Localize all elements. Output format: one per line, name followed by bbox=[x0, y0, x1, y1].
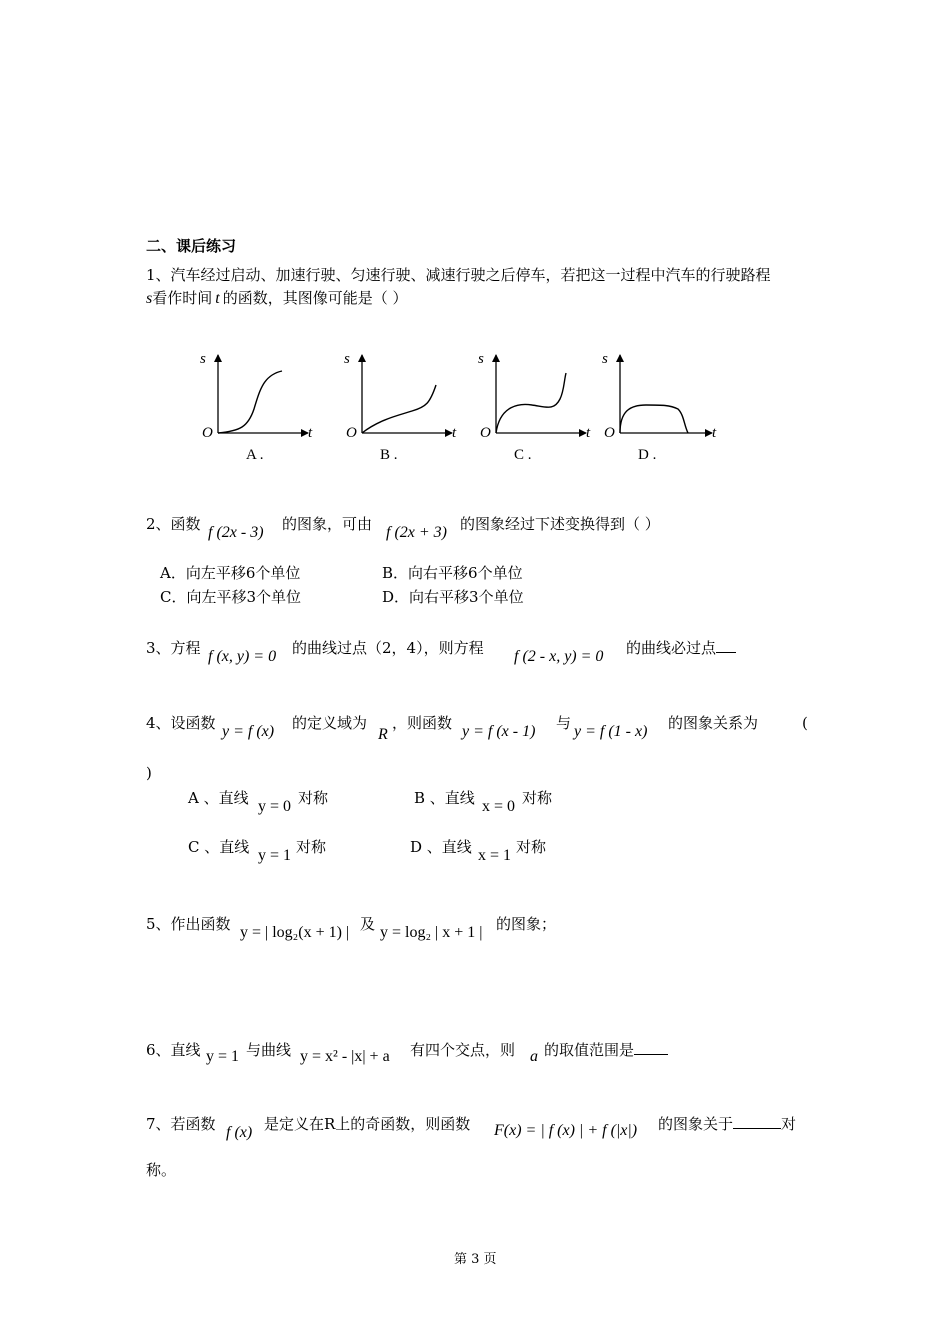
graph-c-option: C . bbox=[514, 447, 532, 463]
q6-mid1: 与曲线 bbox=[246, 1041, 292, 1059]
graph-a bbox=[200, 351, 313, 463]
q4-f3: y = f (1 - x) bbox=[574, 723, 648, 740]
q6-var-a: a bbox=[530, 1048, 538, 1065]
q2-option-c: C．向左平移3个单位 bbox=[160, 588, 302, 606]
graph-c-s-label: s bbox=[478, 351, 484, 367]
q3-answer-blank[interactable] bbox=[716, 638, 736, 653]
q4-option-d-pre: D 、直线 bbox=[410, 838, 472, 856]
graph-a-origin: O bbox=[202, 425, 213, 441]
graph-a-t-label: t bbox=[308, 425, 313, 441]
q6-prefix: 6、直线 bbox=[146, 1041, 201, 1059]
q4-prefix: 4、设函数 bbox=[146, 714, 216, 732]
q7-mid2: 的图象关于 对 bbox=[658, 1115, 797, 1133]
graph-b-curve bbox=[362, 385, 436, 433]
q6-end: 的取值范围是 bbox=[544, 1040, 668, 1060]
q2-f2: f (2x + 3) bbox=[386, 524, 447, 541]
q7-f2: F(x) = | f (x) | + f (|x|) bbox=[494, 1122, 638, 1139]
q4-option-d-post: 对称 bbox=[516, 838, 547, 856]
q4-f2: y = f (x - 1) bbox=[462, 723, 536, 740]
graph-a-s-label: s bbox=[200, 351, 206, 367]
q4-option-d-eq: x = 1 bbox=[478, 847, 512, 864]
graph-b-origin: O bbox=[346, 425, 357, 441]
graph-d-s-label: s bbox=[602, 351, 608, 367]
graph-c-curve bbox=[496, 373, 566, 433]
q2-mid: 的图象，可由 bbox=[282, 515, 373, 533]
q4-r: R bbox=[378, 726, 388, 743]
q4-paren-close: ) bbox=[146, 764, 152, 782]
q2-option-b: B．向右平移6个单位 bbox=[382, 564, 523, 582]
q4-option-c-post: 对称 bbox=[296, 838, 327, 856]
q3-end: 的曲线必过点 bbox=[626, 638, 736, 658]
q6-eq1: y = 1 bbox=[206, 1048, 240, 1065]
q1-var-t: t bbox=[215, 290, 220, 307]
q4-option-a-pre: A 、直线 bbox=[188, 789, 249, 807]
graph-b bbox=[344, 351, 457, 463]
q5-mid: 及 bbox=[360, 915, 376, 933]
graph-b-option: B . bbox=[380, 447, 398, 463]
graph-b-s-label: s bbox=[344, 351, 350, 367]
graph-d-option: D . bbox=[638, 447, 657, 463]
graph-d-origin: O bbox=[604, 425, 615, 441]
q1-line2 bbox=[146, 288, 407, 309]
q3-eq2: f (2 - x, y) = 0 bbox=[514, 648, 604, 665]
section-title: 二、课后练习 bbox=[146, 237, 237, 255]
q3-mid: 的曲线过点（2，4），则方程 bbox=[292, 639, 484, 657]
q2-prefix: 2、函数 bbox=[146, 515, 201, 533]
q4-option-b-post: 对称 bbox=[522, 789, 553, 807]
q5-f1: y = | log₂(x + 1) | bbox=[240, 924, 350, 941]
q6-mid2: 有四个交点，则 bbox=[410, 1041, 516, 1059]
q4-paren-open: ( bbox=[802, 714, 808, 732]
graph-d bbox=[602, 351, 717, 463]
q1-graphs bbox=[190, 345, 730, 470]
q4-mid1: 的定义域为 bbox=[292, 714, 368, 732]
graph-d-t-label: t bbox=[712, 425, 717, 441]
graph-c bbox=[478, 351, 591, 463]
q2-option-d: D．向右平移3个单位 bbox=[382, 588, 524, 606]
q6-eq2: y = x² - |x| + a bbox=[300, 1048, 390, 1065]
q4-option-a-post: 对称 bbox=[298, 789, 329, 807]
q7-prefix: 7、若函数 bbox=[146, 1115, 216, 1133]
q7-answer-blank[interactable] bbox=[733, 1114, 781, 1129]
q4-end: 的图象关系为 bbox=[668, 714, 759, 732]
q5-f2: y = log₂ | x + 1 | bbox=[380, 924, 483, 941]
q7-mid1: 是定义在R上的奇函数，则函数 bbox=[264, 1115, 471, 1133]
graph-a-option: A . bbox=[246, 447, 264, 463]
graph-b-t-label: t bbox=[452, 425, 457, 441]
q1-mid: 看作时间 bbox=[152, 289, 213, 307]
q5-end: 的图象； bbox=[496, 915, 557, 933]
graph-a-curve bbox=[218, 371, 282, 433]
q5-prefix: 5、作出函数 bbox=[146, 915, 231, 933]
graph-c-origin: O bbox=[480, 425, 491, 441]
q4-option-b-pre: B 、直线 bbox=[414, 789, 475, 807]
q2-f1: f (2x - 3) bbox=[208, 524, 264, 541]
q3-eq1: f (x, y) = 0 bbox=[208, 648, 277, 665]
q4-mid3: 与 bbox=[556, 714, 572, 732]
q4-mid2: ，则函数 bbox=[392, 714, 453, 732]
graph-c-t-label: t bbox=[586, 425, 591, 441]
q4-option-a-eq: y = 0 bbox=[258, 798, 292, 815]
q4-f1: y = f (x) bbox=[222, 723, 275, 740]
q1-var-s: s bbox=[146, 290, 153, 307]
q4-option-c-pre: C 、直线 bbox=[188, 838, 250, 856]
q7-f1: f (x) bbox=[226, 1124, 253, 1141]
q1-line2-end: 的函数，其图像可能是（ ） bbox=[222, 289, 408, 307]
q4-option-c-eq: y = 1 bbox=[258, 847, 292, 864]
q7-line2: 称。 bbox=[146, 1161, 177, 1179]
q2-end: 的图象经过下述变换得到（ ） bbox=[460, 515, 660, 533]
q3-prefix: 3、方程 bbox=[146, 639, 201, 657]
q6-answer-blank[interactable] bbox=[634, 1040, 668, 1055]
page-footer: 第 3 页 bbox=[454, 1252, 497, 1267]
q4-option-b-eq: x = 0 bbox=[482, 798, 516, 815]
graph-d-curve bbox=[620, 405, 688, 433]
q1-line1: 1、汽车经过启动、加速行驶、匀速行驶、减速行驶之后停车，若把这一过程中汽车的行驶路程 bbox=[146, 266, 771, 284]
q2-option-a: A．向左平移6个单位 bbox=[160, 564, 301, 582]
